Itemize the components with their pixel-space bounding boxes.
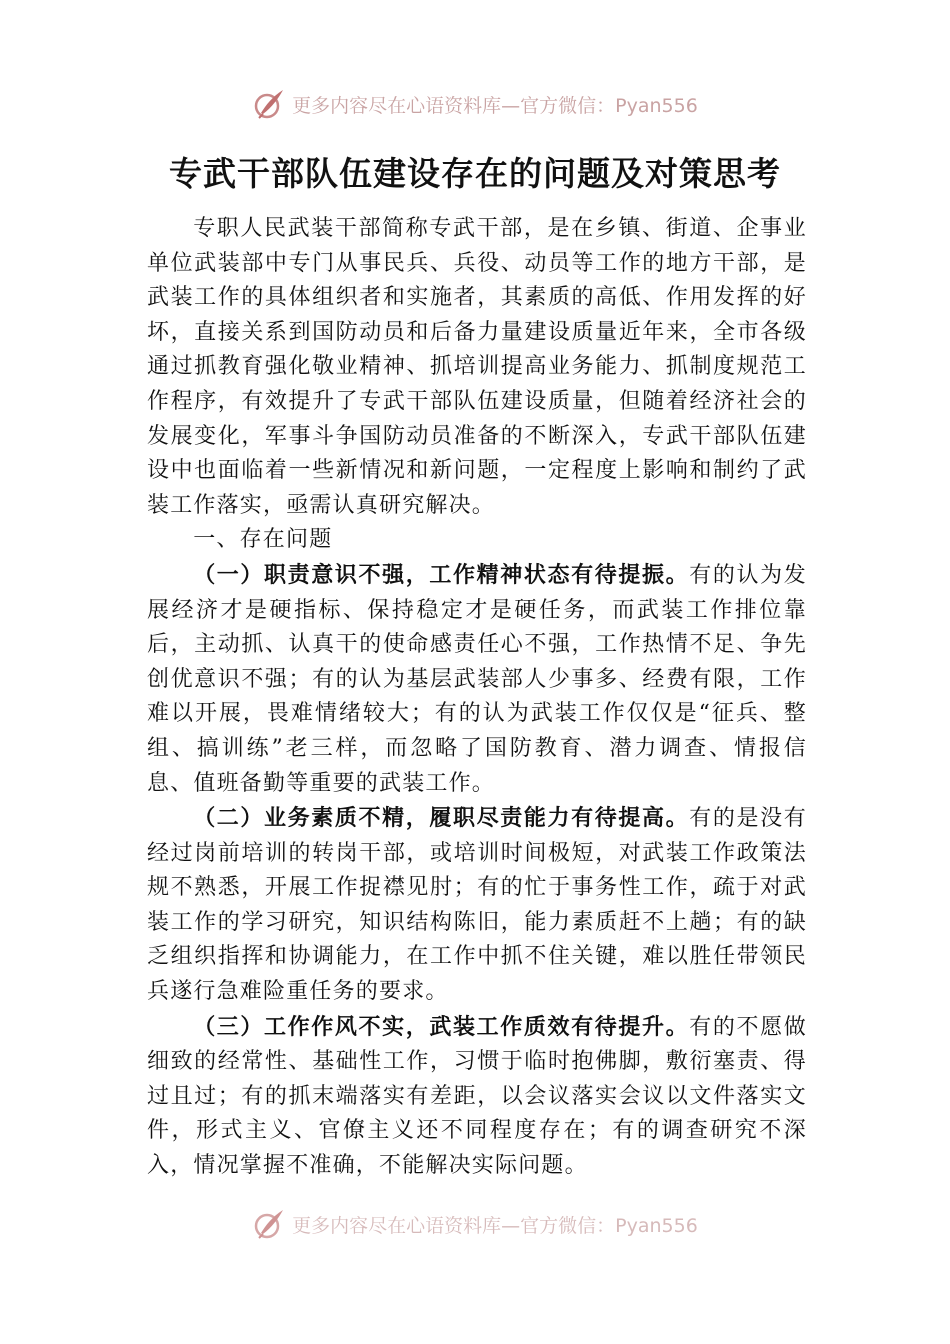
item-paragraph bbox=[147, 558, 807, 801]
item-body: 有的认为发展经济才是硬指标、保持稳定才是硬任务，而武装工作排位靠后，主动抓、认真干的使命感责任心不强，工作热情不足、争先创优意识不强；有的认为基层武装部人少事多、经费有限，工作难以开展，畏难情绪较大；有的认为武装工作仅仅是“征兵、整组、搞训练”老三样，而忽略了国防教育、潜力调查、情报信息、值班备勤等重要的武装工作。 bbox=[147, 562, 807, 796]
document-title: 专武干部队伍建设存在的问题及对策思考 bbox=[169, 154, 781, 193]
item-body: 有的不愿做细致的经常性、基础性工作，习惯于临时抱佛脚，敷衍塞责、得过且过；有的抓末端落实有差距，以会议落实会议以文件落实文件，形式主义、官僚主义还不同程度存在；有的调查研究不深入，情况掌握不准确，不能解决实际问题。 bbox=[147, 1014, 807, 1179]
document-body bbox=[147, 212, 807, 1184]
section-heading: 一、存在问题 bbox=[193, 527, 333, 553]
item-body: 有的是没有经过岗前培训的转岗干部，或培训时间极短，对武装工作政策法规不熟悉，开展工作捉襟见肘；有的忙于事务性工作，疏于对武装工作的学习研究，知识结构陈旧，能力素质赶不上趟；有的缺乏组织指挥和协调能力，在工作中抓不住关键，难以胜任带领民兵遂行急难险重任务的要求。 bbox=[147, 806, 807, 1005]
item-lead: （一）职责意识不强，工作精神状态有待提振。 bbox=[193, 561, 690, 588]
item-lead: （二）业务素质不精，履职尽责能力有待提高。 bbox=[193, 805, 690, 832]
quill-logo-icon bbox=[252, 87, 286, 121]
quill-logo-icon bbox=[252, 1207, 286, 1241]
item-paragraph bbox=[147, 801, 807, 1010]
item-paragraph bbox=[147, 1010, 807, 1184]
intro-paragraph: 专职人民武装干部简称专武干部，是在乡镇、街道、企事业单位武装部中专门从事民兵、兵役、动员等工作的地方干部，是武装工作的具体组织者和实施者，其素质的高低、作用发挥的好坏，直接关系到国防动员和后备力量建设质量近年来，全市各级通过抓教育强化敬业精神、抓培训提高业务能力、抓制度规范工作程序，有效提升了专武干部队伍建设质量，但随着经济社会的发展变化，军事斗争国防动员准备的不断深入，专武干部队伍建设中也面临着一些新情况和新问题，一定程度上影响和制约了武装工作落实，亟需认真研究解决。 bbox=[147, 216, 807, 518]
watermark-text: 更多内容尽在心语资料库—官方微信：Pyan556 bbox=[292, 1214, 698, 1237]
watermark-text: 更多内容尽在心语资料库—官方微信：Pyan556 bbox=[292, 94, 698, 117]
watermark-footer bbox=[0, 1204, 950, 1244]
item-lead: （三）工作作风不实，武装工作质效有待提升。 bbox=[193, 1013, 690, 1040]
watermark-header bbox=[0, 84, 950, 124]
